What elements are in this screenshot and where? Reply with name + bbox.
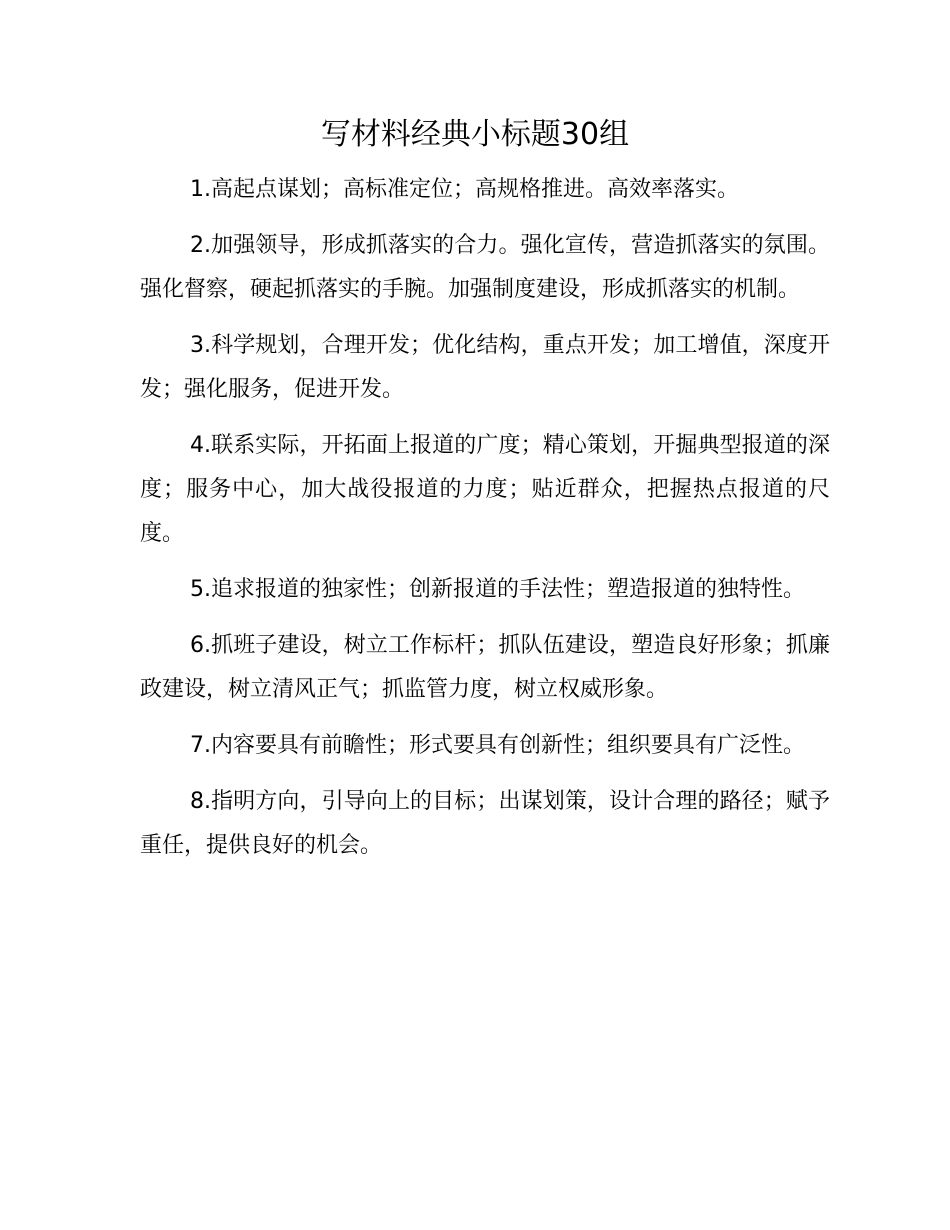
paragraph-5: 5.追求报道的独家性；创新报道的手法性；塑造报道的独特性。 bbox=[190, 577, 805, 602]
paragraph-3: 3.科学规划，合理开发；优化结构，重点开发；加工增值，深度开发；强化服务，促进开发。 bbox=[140, 333, 830, 402]
paragraph-1: 1.高起点谋划；高标准定位；高规格推进。高效率落实。 bbox=[190, 177, 739, 202]
paragraph-4: 4.联系实际，开拓面上报道的广度；精心策划，开掘典型报道的深度；服务中心，加大战役报道的力度；贴近群众，把握热点报道的尺度。 bbox=[140, 433, 830, 546]
document-body bbox=[140, 168, 830, 880]
paragraph-6: 6.抓班子建设，树立工作标杆；抓队伍建设，塑造良好形象；抓廉政建设，树立清风正气；抓监管力度，树立权威形象。 bbox=[140, 633, 830, 702]
document-title: 写材料经典小标题30组 bbox=[320, 117, 630, 152]
paragraph-8: 8.指明方向，引导向上的目标；出谋划策，设计合理的路径；赋予重任，提供良好的机会。 bbox=[140, 789, 830, 858]
paragraph-2: 2.加强领导，形成抓落实的合力。强化宣传，营造抓落实的氛围。强化督察，硬起抓落实的手腕。加强制度建设，形成抓落实的机制。 bbox=[140, 233, 830, 302]
paragraph-7: 7.内容要具有前瞻性；形式要具有创新性；组织要具有广泛性。 bbox=[190, 733, 805, 758]
